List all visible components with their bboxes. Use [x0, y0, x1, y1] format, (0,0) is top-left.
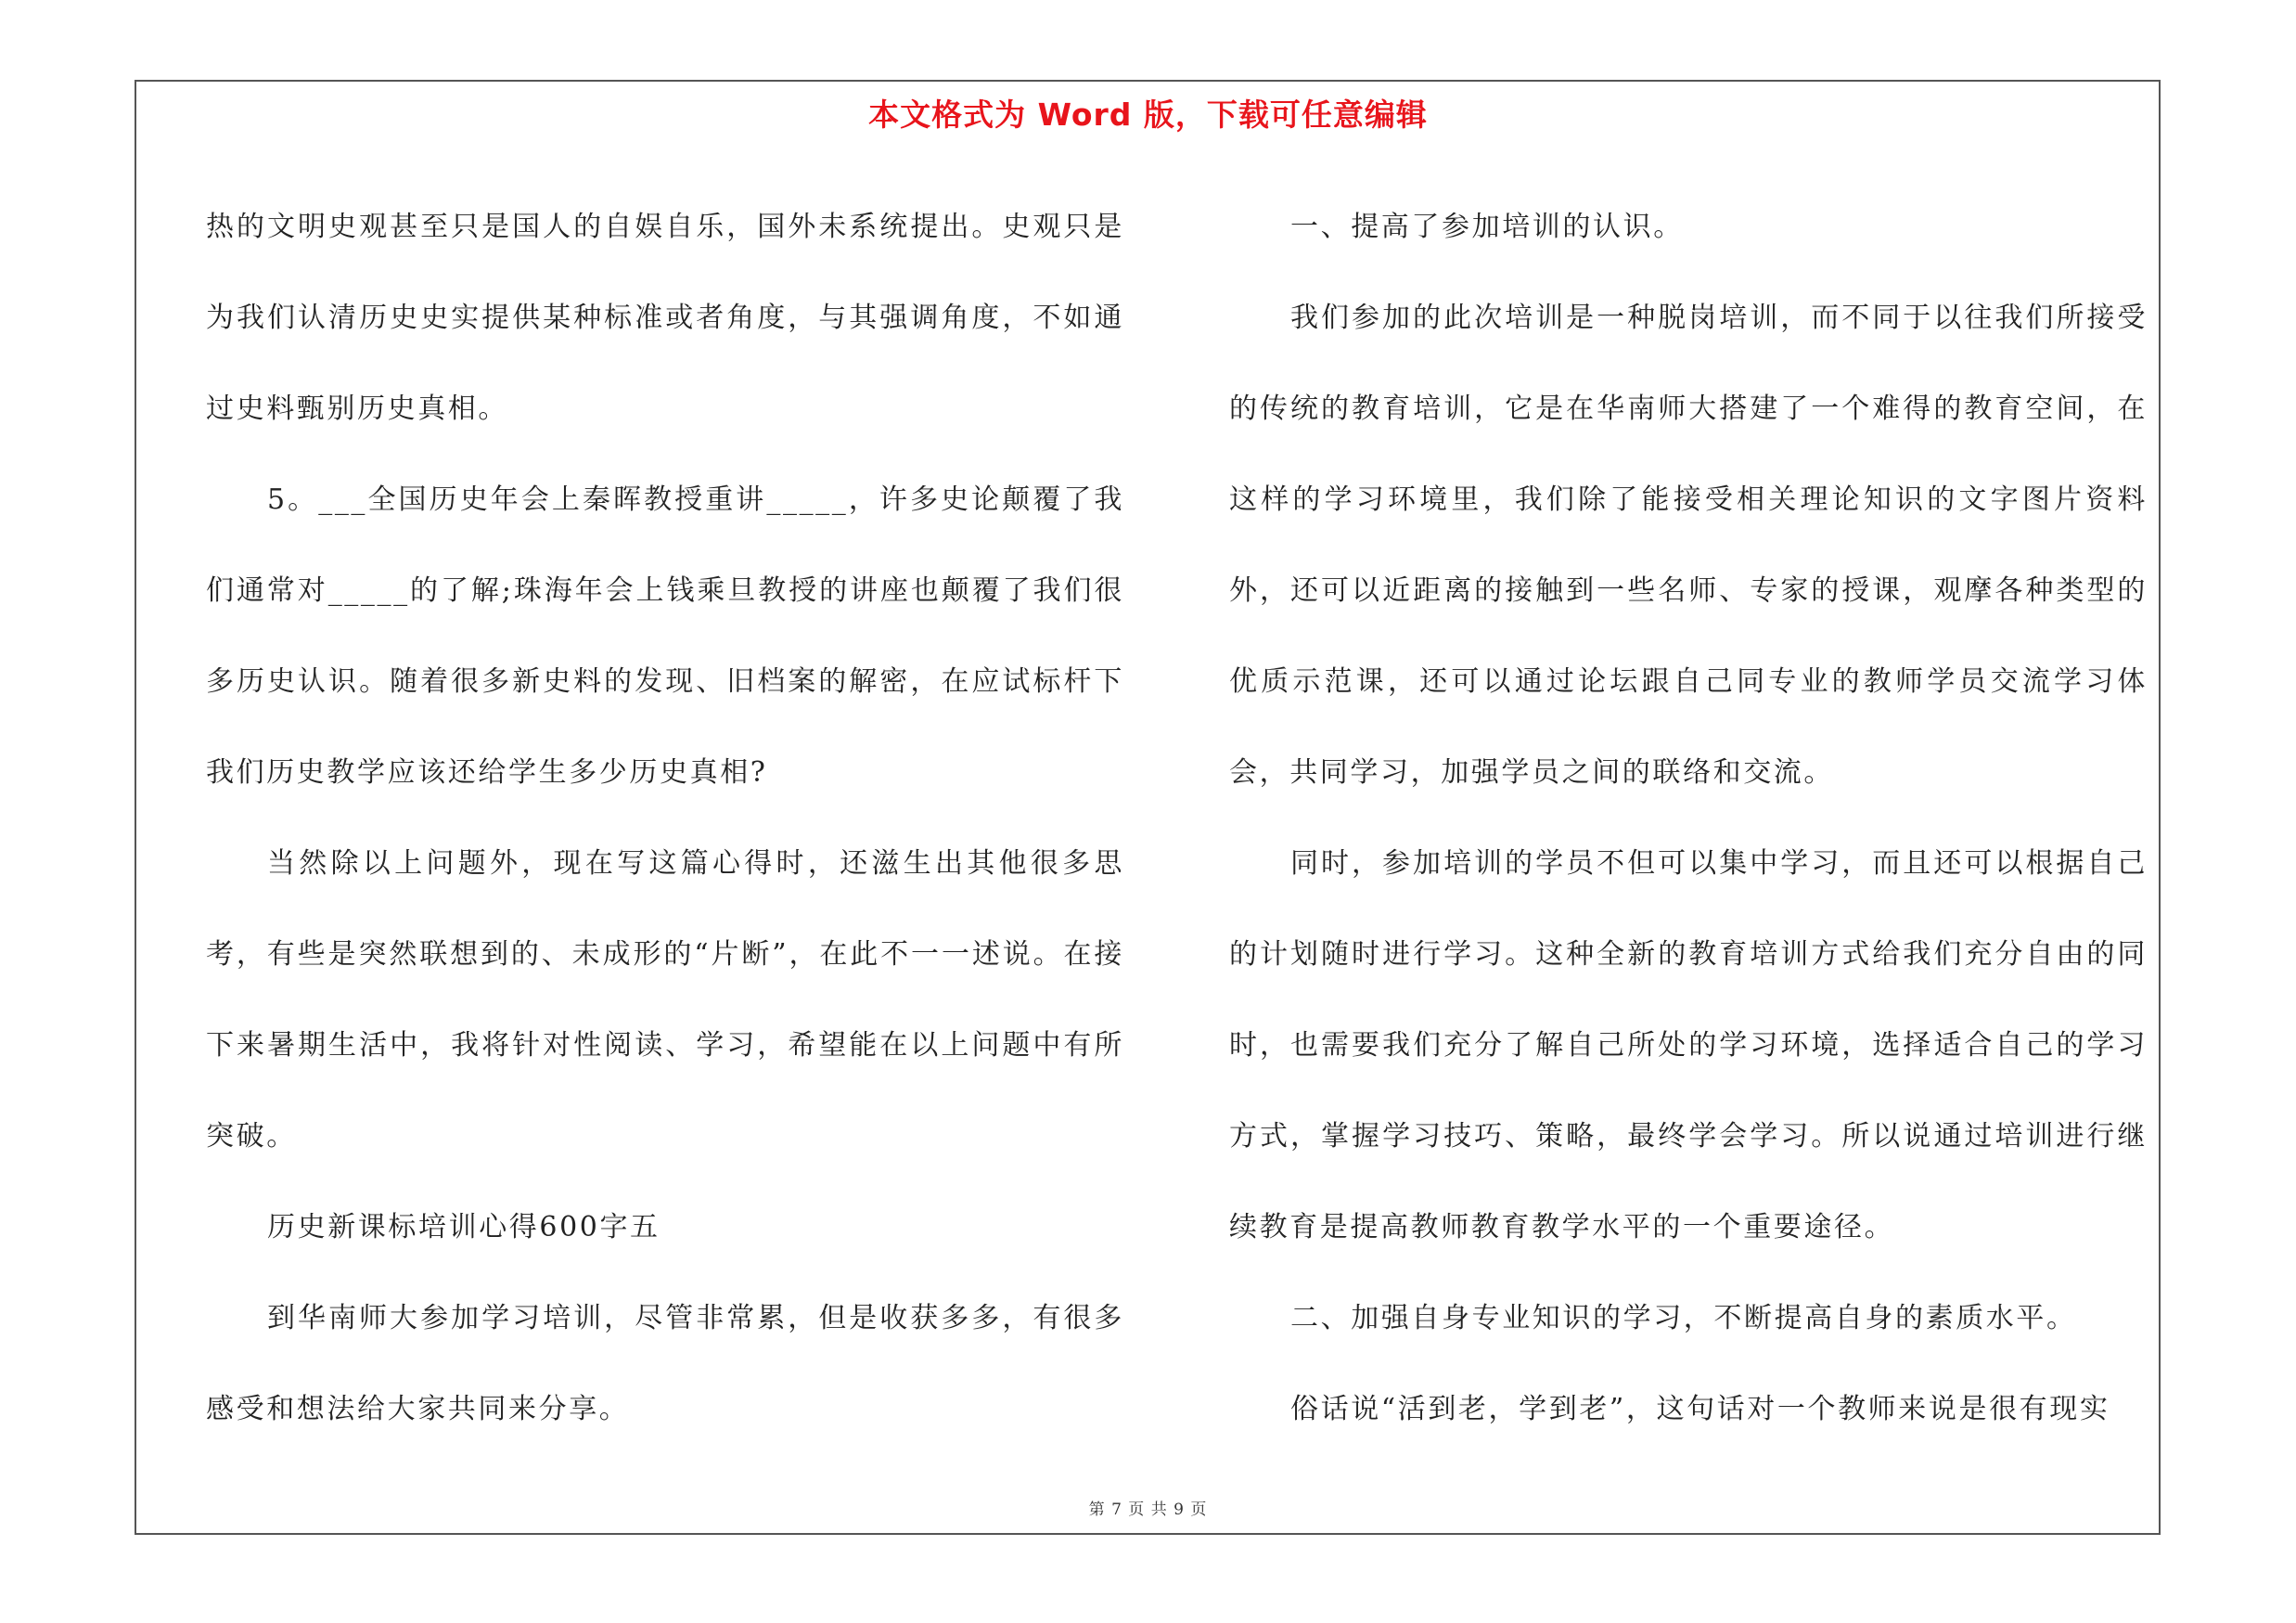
- section-heading: 历史新课标培训心得600字五: [267, 1211, 661, 1243]
- right-heading-2: 二、加强自身专业知识的学习，不断提高自身的素质水平。: [1290, 1302, 2077, 1334]
- right-column: [1229, 182, 2148, 1455]
- left-paragraph-3: 当然除以上问题外，现在写这篇心得时，还滋生出其他很多思考，有些是突然联想到的、未成形的“片断”，在此不一一述说。在接下来暑期生活中，我将针对性阅读、学习，希望能在以上问题中有所突破。: [206, 847, 1124, 1153]
- right-paragraph-2: 我们参加的此次培训是一种脱岗培训，而不同于以往我们所接受的传统的教育培训，它是在华南师大搭建了一个难得的教育空间，在这样的学习环境里，我们除了能接受相关理论知识的文字图片资料外，还可以近距离的接触到一些名师、专家的授课，观摩各种类型的优质示范课，还可以通过论坛跟自己同专业的教师学员交流学习体会，共同学习，加强学员之间的联络和交流。: [1229, 302, 2148, 789]
- header-banner: 本文格式为 Word 版，下载可任意编辑: [868, 97, 1428, 133]
- left-paragraph-1: 热的文明史观甚至只是国人的自娱自乐，国外未系统提出。史观只是为我们认清历史史实提供某种标准或者角度，与其强调角度，不如通过史料甄别历史真相。: [206, 211, 1124, 425]
- left-paragraph-5: 到华南师大参加学习培训，尽管非常累，但是收获多多，有很多感受和想法给大家共同来分享。: [206, 1302, 1124, 1425]
- right-heading-1: 一、提高了参加培训的认识。: [1290, 211, 1684, 243]
- right-paragraph-5: 俗话说“活到老，学到老”，这句话对一个教师来说是很有现实: [1290, 1393, 2110, 1425]
- left-paragraph-2: 5。___全国历史年会上秦晖教授重讲_____，许多史论颠覆了我们通常对_____的了解;珠海年会上钱乘旦教授的讲座也颠覆了我们很多历史认识。随着很多新史料的发现、旧档案的解密，在应试标杆下我们历史教学应该还给学生多少历史真相?: [206, 483, 1124, 789]
- page-number: 第 7 页 共 9 页: [1088, 1501, 1208, 1519]
- left-column: [206, 182, 1124, 1455]
- right-paragraph-3: 同时，参加培训的学员不但可以集中学习，而且还可以根据自己的计划随时进行学习。这种全新的教育培训方式给我们充分自由的同时，也需要我们充分了解自己所处的学习环境，选择适合自己的学习方式，掌握学习技巧、策略，最终学会学习。所以说通过培训进行继续教育是提高教师教育教学水平的一个重要途径。: [1229, 847, 2148, 1243]
